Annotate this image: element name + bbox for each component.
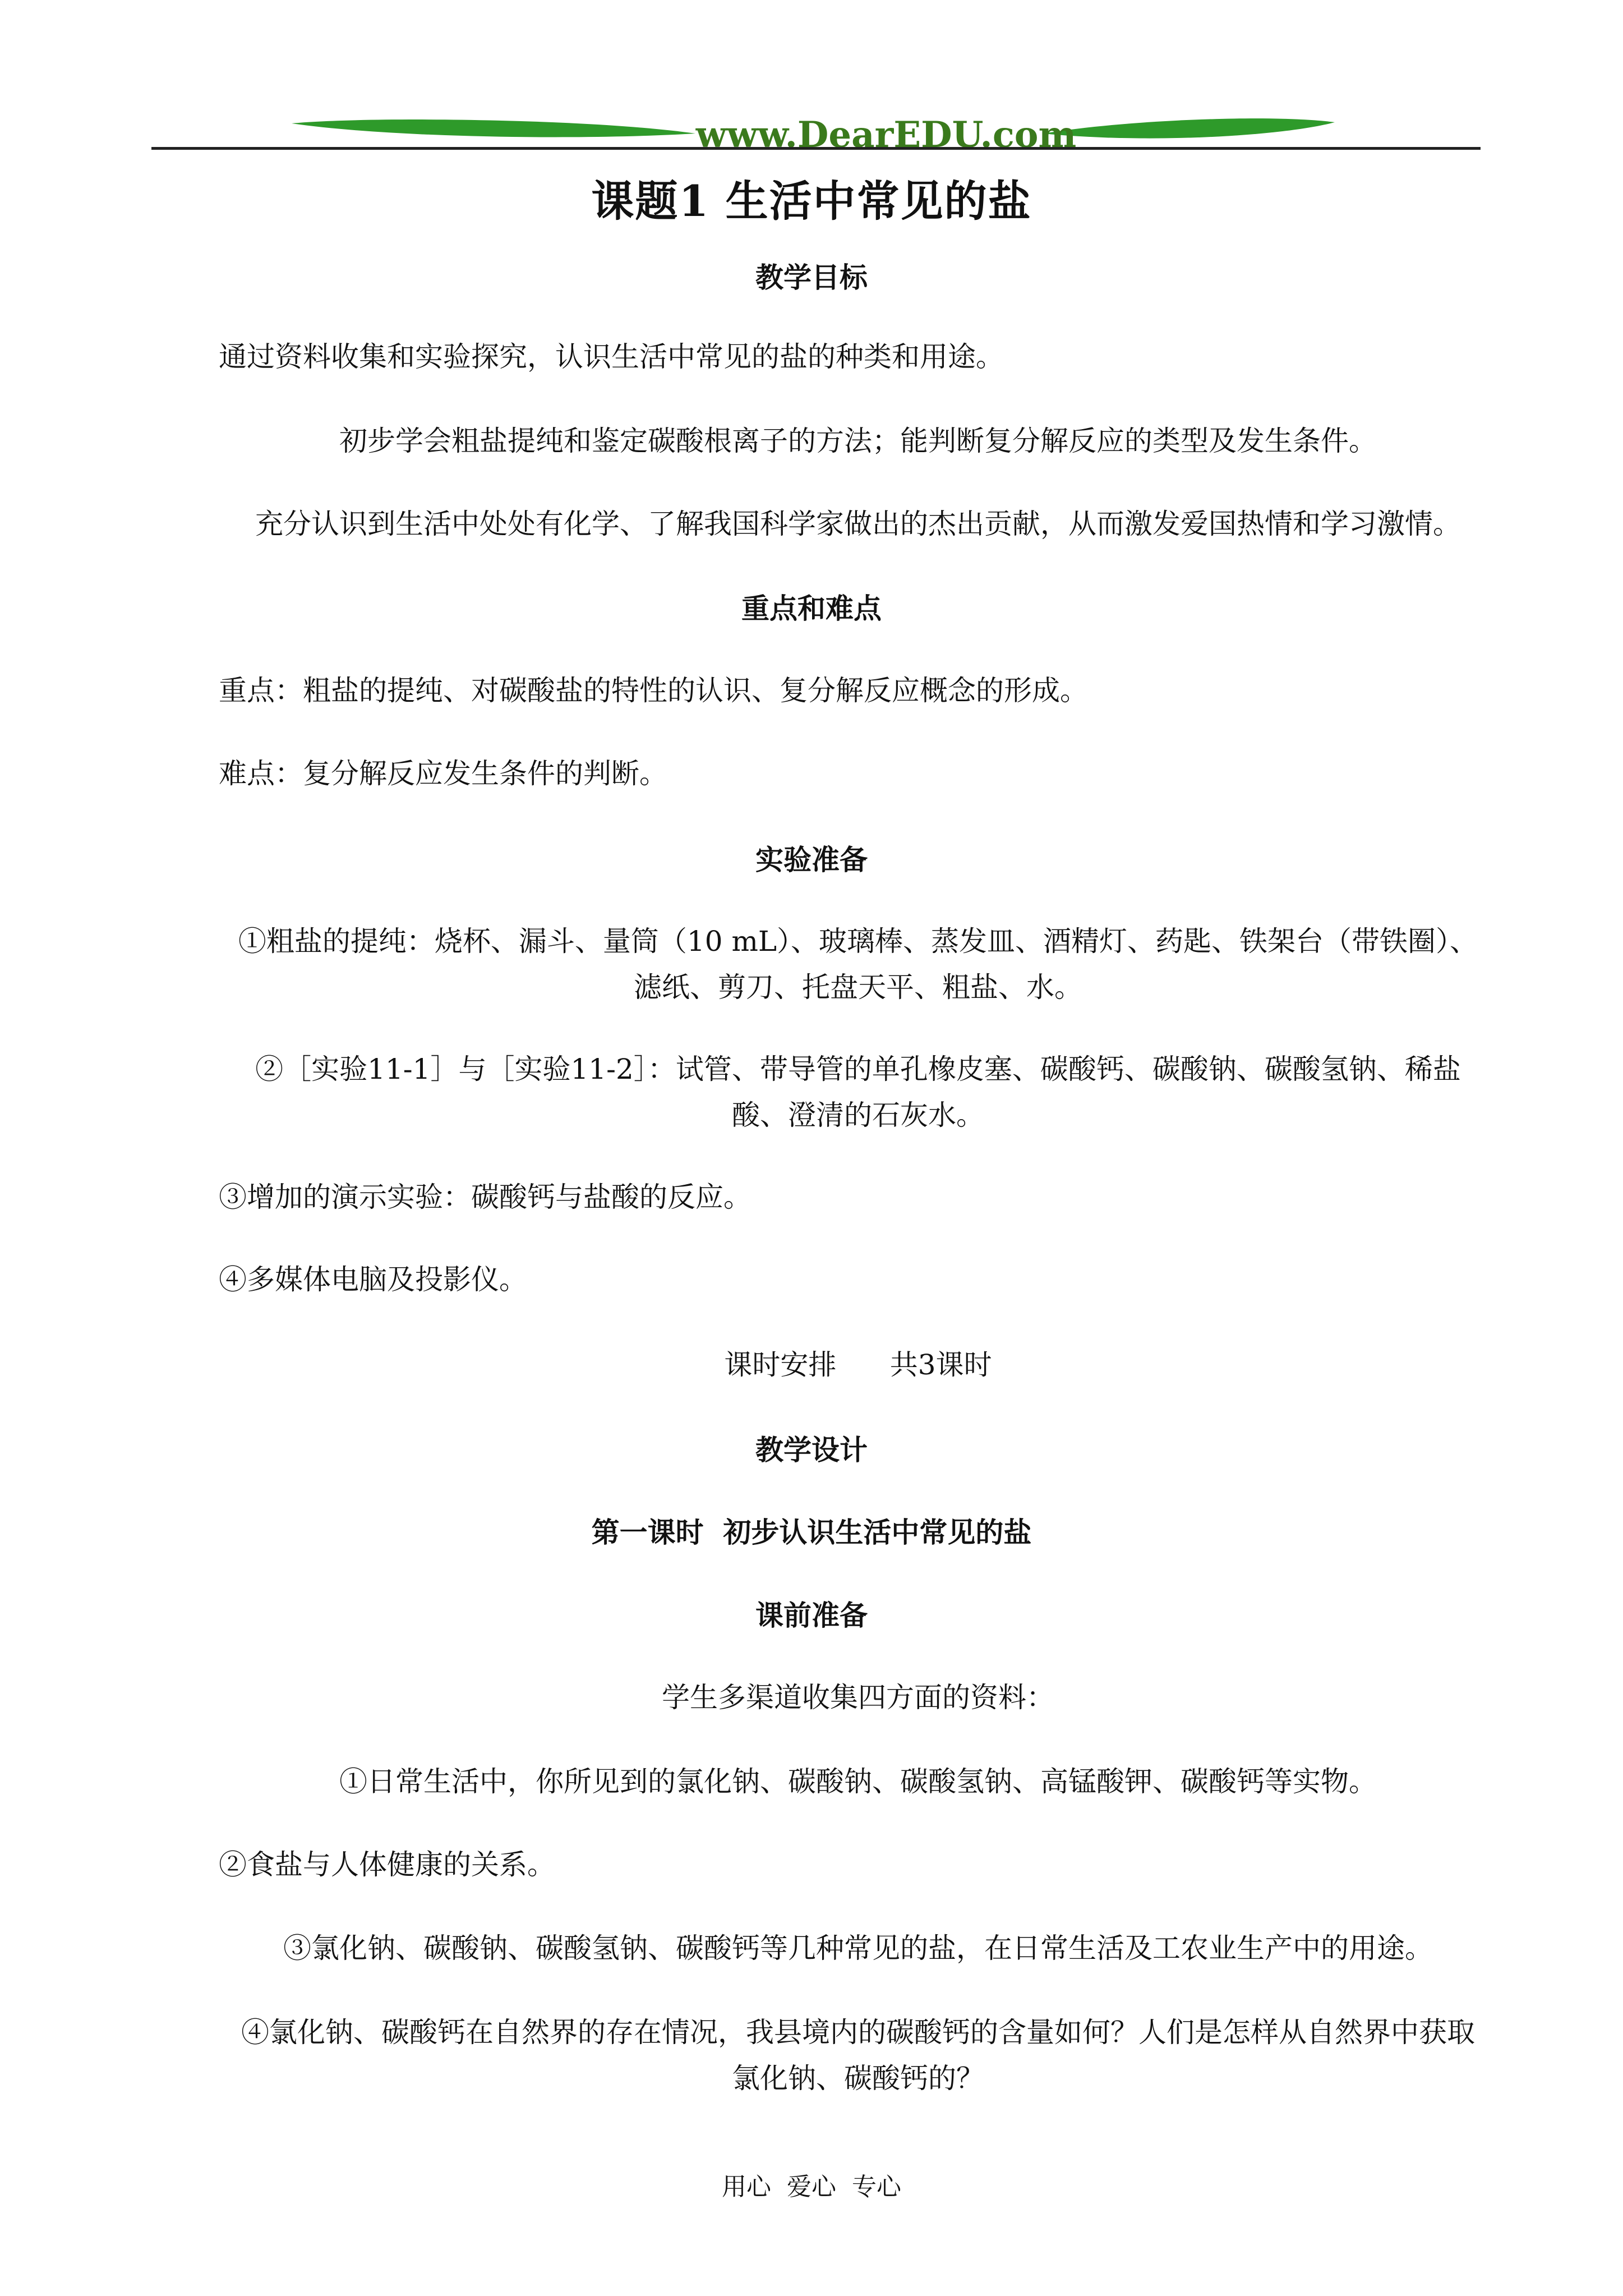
- header-rule: [151, 147, 1481, 150]
- goal-item: 通过资料收集和实验探究，认识生活中常见的盐的种类和用途。: [219, 341, 1004, 373]
- schedule-line: 课时安排 共3课时: [724, 1349, 992, 1381]
- material-item: [213, 2009, 1503, 2101]
- prep-item-line: ②［实验11-1］与［实验11-2］：试管、带导管的单孔橡皮塞、碳酸钙、碳酸钠、碳酸氢钠、稀盐: [255, 1053, 1461, 1085]
- material-item: ①日常生活中，你所见到的氯化钠、碳酸钠、碳酸氢钠、高锰酸钾、碳酸钙等实物。: [339, 1765, 1377, 1798]
- heading-pre-class: 课前准备: [755, 1599, 868, 1632]
- heading-prep: 实验准备: [755, 843, 868, 876]
- heading-key-points: 重点和难点: [741, 592, 882, 625]
- material-item-line: 氯化钠、碳酸钙的？: [732, 2062, 984, 2095]
- document-title: 课题1 生活中常见的盐: [591, 176, 1032, 226]
- material-item-line: ④氯化钠、碳酸钙在自然界的存在情况，我县境内的碳酸钙的含量如何？人们是怎样从自然界中获取: [241, 2016, 1475, 2049]
- goal-item: 充分认识到生活中处处有化学、了解我国科学家做出的杰出贡献，从而激发爱国热情和学习激情。: [255, 508, 1461, 540]
- prep-item: [213, 1046, 1503, 1138]
- prep-item: ③增加的演示实验：碳酸钙与盐酸的反应。: [219, 1181, 751, 1213]
- prep-item-line: 滤纸、剪刀、托盘天平、粗盐、水。: [634, 971, 1082, 1004]
- prep-item: [213, 918, 1503, 1010]
- prep-item-line: ①粗盐的提纯：烧杯、漏斗、量筒（10 mL）、玻璃棒、蒸发皿、酒精灯、药匙、铁架台（带铁圈）、: [238, 925, 1478, 958]
- difficulty-item: 难点：复分解反应发生条件的判断。: [219, 757, 667, 790]
- prep-item-line: 酸、澄清的石灰水。: [732, 1099, 984, 1131]
- material-item: ③氯化钠、碳酸钠、碳酸氢钠、碳酸钙等几种常见的盐，在日常生活及工农业生产中的用途。: [283, 1932, 1433, 1964]
- heading-lesson-1: 第一课时 初步认识生活中常见的盐: [591, 1516, 1032, 1549]
- footer-motto: 用心 爱心 专心: [722, 2173, 901, 2201]
- goal-item: 初步学会粗盐提纯和鉴定碳酸根离子的方法；能判断复分解反应的类型及发生条件。: [339, 425, 1377, 457]
- logo-text: www.DearEDU.com: [695, 114, 1077, 156]
- heading-goals: 教学目标: [755, 261, 868, 294]
- material-item: ②食盐与人体健康的关系。: [219, 1848, 555, 1881]
- pre-class-intro: 学生多渠道收集四方面的资料：: [662, 1681, 1054, 1714]
- heading-design: 教学设计: [755, 1433, 868, 1466]
- prep-item: ④多媒体电脑及投影仪。: [219, 1263, 527, 1296]
- key-point-item: 重点：粗盐的提纯、对碳酸盐的特性的认识、复分解反应概念的形成。: [219, 674, 1088, 707]
